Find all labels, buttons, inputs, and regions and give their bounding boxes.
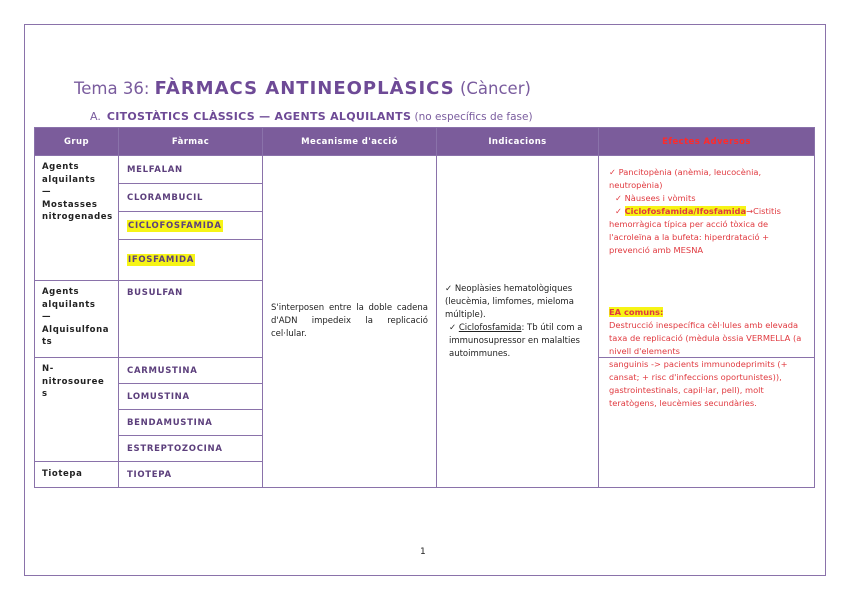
adverse-common-text: Destrucció inespecífica cèl·lules amb elevada taxa de replicació (mèdula òssia VERMELLA (a nivell d'elements xyxy=(609,320,802,356)
indications-cell xyxy=(437,156,599,488)
drug-table xyxy=(34,127,815,488)
header-grup: Grup xyxy=(35,128,119,156)
page-number: 1 xyxy=(420,547,426,557)
drug-cell xyxy=(119,156,263,184)
drug-name: CLORAMBUCIL xyxy=(127,192,204,203)
group-line: Mostasses xyxy=(42,199,98,210)
drug-name: CICLOFOSFAMIDA xyxy=(128,220,222,231)
subtitle-strong: CITOSTÀTICS CLÀSSICS — AGENTS ALQUILANTS xyxy=(106,110,412,123)
indication-drug: Ciclofosfamida xyxy=(458,322,522,333)
drug-cell xyxy=(119,410,263,436)
section-subtitle xyxy=(90,110,533,124)
title-main: FÀRMACS ANTINEOPLÀSICS xyxy=(154,78,455,99)
drug-cell xyxy=(119,240,263,281)
group-line: N- xyxy=(42,364,54,374)
title-prefix: Tema 36: xyxy=(74,79,155,98)
group-line: s xyxy=(42,389,48,399)
group-line: ts xyxy=(42,337,53,347)
drug-name: TIOTEPA xyxy=(127,469,172,480)
drug-cell xyxy=(119,462,263,488)
arrow-icon: → xyxy=(746,206,754,216)
group-line: alquilants xyxy=(42,299,96,310)
title-suffix: (Càncer) xyxy=(454,79,531,98)
header-indicacions: Indicacions xyxy=(437,128,599,156)
indication-rest: : Tb útil com a immunosupressor en malalties autoimmunes. xyxy=(449,322,583,359)
adverse-common-text: sanguinis -> pacients immunodeprimits (+ cansat; + risc d'infeccions oportunistes)), gastrointestinals, capil·lar, pell), molt teratògens, leucèmies secundàries. xyxy=(609,359,788,408)
group-line: nitrosouree xyxy=(42,376,105,387)
group-line: nitrogenades xyxy=(42,212,113,222)
drug-name: BUSULFAN xyxy=(127,288,183,298)
drug-cell xyxy=(119,358,263,384)
drug-name: IFOSFAMIDA xyxy=(128,255,194,265)
drug-name: CARMUSTINA xyxy=(127,365,198,376)
adverse-item: ✓ Pancitopènia (anèmia, leucocènia, neutropènia) xyxy=(609,167,762,190)
drug-cell xyxy=(119,212,263,240)
drug-cell xyxy=(119,281,263,358)
adverse-effects-common xyxy=(599,307,815,488)
header-farmac: Fàrmac xyxy=(119,128,263,156)
drug-name: MELFALAN xyxy=(127,164,183,175)
drug-name: BENDAMUSTINA xyxy=(127,417,213,428)
adverse-highlight: Ciclofosfamida/Ifosfamida xyxy=(624,206,747,216)
group-cell-nitrosourees xyxy=(35,358,119,462)
group-line: Agents xyxy=(42,162,80,172)
drug-cell xyxy=(119,436,263,462)
adverse-item: ✓ Nàusees i vòmits xyxy=(615,193,696,203)
drug-cell xyxy=(119,384,263,410)
header-mecanisme: Mecanisme d'acció xyxy=(263,128,437,156)
indication-item: ✓ Neoplàsies hematològiques (leucèmia, limfomes, mieloma múltiple). xyxy=(445,283,574,320)
table-row xyxy=(35,156,815,184)
header-efectes-adversos: Efectes Adversos xyxy=(599,128,815,156)
adverse-item xyxy=(609,205,806,257)
indication-item xyxy=(445,322,590,361)
mechanism-cell xyxy=(263,156,437,488)
group-line: — xyxy=(42,187,52,197)
page-title xyxy=(74,79,531,99)
group-cell-mostasses xyxy=(35,156,119,281)
drug-name: LOMUSTINA xyxy=(127,391,190,402)
table-header-row xyxy=(35,128,815,156)
group-line: Agents xyxy=(42,287,80,297)
group-cell-alquisulfonats xyxy=(35,281,119,358)
mechanism-text: S'interposen entre la doble cadena d'ADN impedeix la replicació cel·lular. xyxy=(271,303,428,339)
subtitle-weak: (no específics de fase) xyxy=(411,111,533,123)
drug-cell xyxy=(119,184,263,212)
adverse-detail: Cistitis hemorràgica típica per acció tòxica de l'acroleïna a la bufeta: hiperdratació + prevenció amb MESNA xyxy=(609,206,781,255)
group-line: — xyxy=(42,312,52,322)
adverse-common-label xyxy=(609,306,806,319)
check-mark: ✓ xyxy=(449,322,459,333)
adverse-highlight: EA comuns: xyxy=(609,307,664,317)
check-mark: ✓ xyxy=(615,206,625,216)
subtitle-letter: A. xyxy=(90,110,101,123)
drug-name: ESTREPTOZOCINA xyxy=(127,443,223,454)
group-cell-tiotepa xyxy=(35,462,119,488)
group-line: Alquisulfona xyxy=(42,324,110,335)
group-line: Tiotepa xyxy=(42,469,83,480)
group-line: alquilants xyxy=(42,174,96,185)
